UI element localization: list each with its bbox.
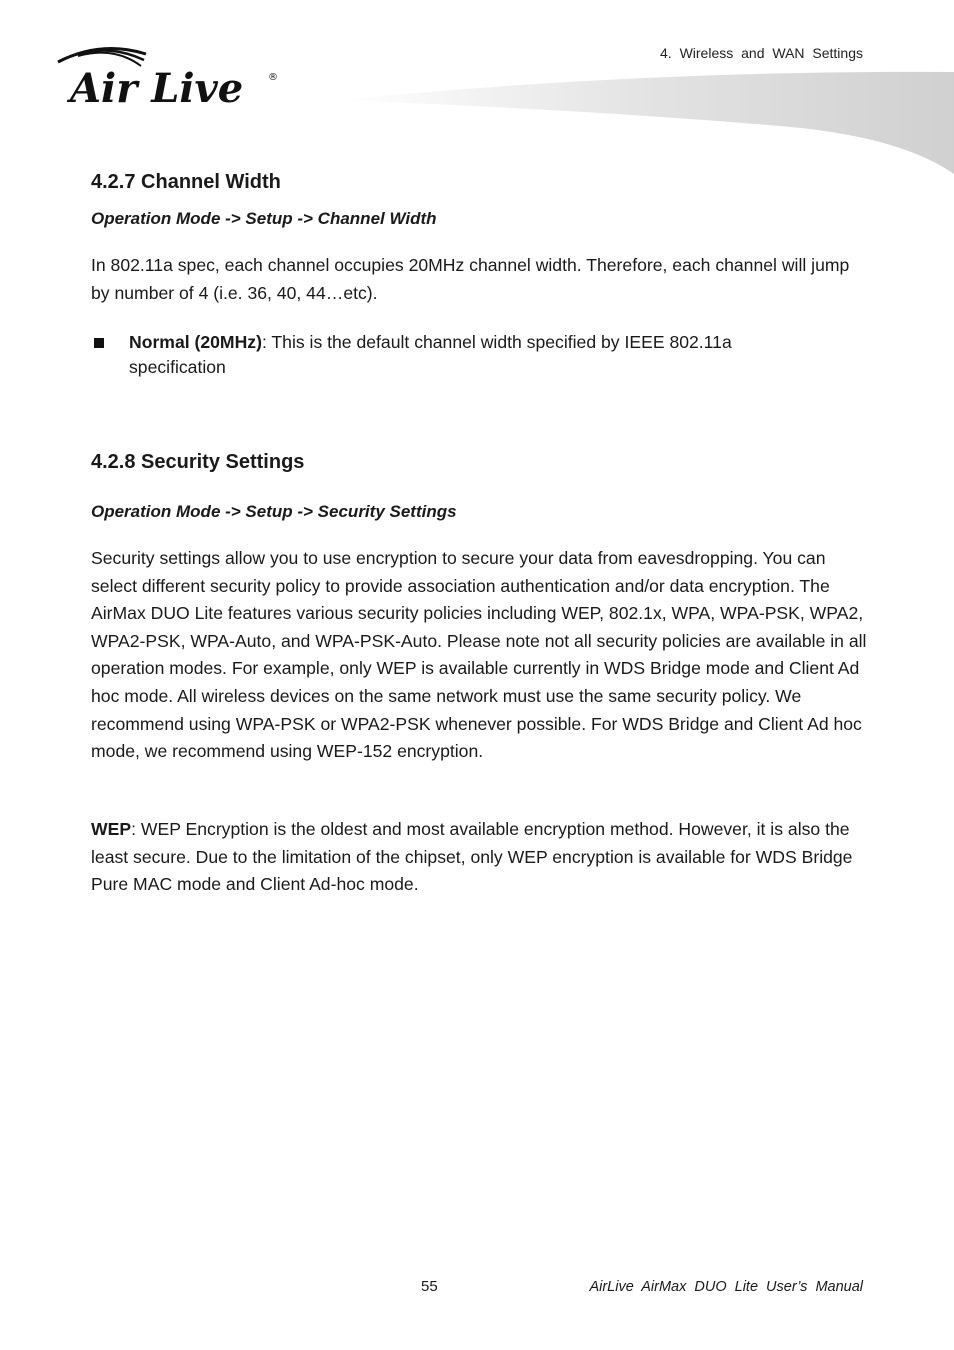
wep-description: : WEP Encryption is the oldest and most available encryption method. However, it is also the least secure. Due to the limitation of the chipset, only WEP encryption is available for WDS Bridge Pure MAC mode and Client Ad-hoc mode.	[91, 819, 853, 895]
channel-width-paragraph: In 802.11a spec, each channel occupies 20MHz channel width. Therefore, each channel will jump by number of 4 (i.e. 36, 40, 44…etc).	[91, 255, 850, 303]
section-title-channel-width: 4.2.7 Channel Width	[91, 171, 281, 193]
menu-path-channel-width: Operation Mode -> Setup -> Channel Width	[91, 209, 437, 228]
menu-path-security-settings: Operation Mode -> Setup -> Security Settings	[91, 502, 457, 521]
bullet-label: Normal (20MHz)	[129, 332, 262, 352]
chapter-header: 4. Wireless and WAN Settings	[660, 45, 863, 61]
wep-label: WEP	[91, 819, 132, 839]
airlive-logo	[56, 40, 286, 110]
bullet-description: : This is the default channel width specified by IEEE 802.11a specification	[129, 332, 732, 377]
header-swoosh-decoration	[340, 66, 954, 186]
section-title-security-settings: 4.2.8 Security Settings	[91, 451, 305, 473]
security-settings-paragraph: Security settings allow you to use encryption to secure your data from eavesdropping. You can select different security policy to provide association authentication and/or data encryption. The AirMax DUO Lite features various security policies including WEP, 802.1x, WPA, WPA-PSK, WPA2, WPA2-PSK, WPA-Auto, and WPA-PSK-Auto. Please note not all security policies are available in all operation modes. For example, only WEP is available currently in WDS Bridge mode and Client Ad hoc mode. All wireless devices on the same network must use the same security policy. We recommend using WPA-PSK or WPA2-PSK whenever possible. For WDS Bridge and Client Ad hoc mode, we recommend using WEP-152 encryption.	[91, 548, 867, 762]
page-number: 55	[421, 1278, 438, 1295]
bullet-text	[129, 330, 829, 380]
manual-title: AirLive AirMax DUO Lite User’s Manual	[589, 1279, 863, 1295]
registered-mark: ®	[268, 72, 278, 83]
logo-wordmark: Air Live	[70, 65, 244, 110]
wep-paragraph	[91, 816, 871, 899]
square-bullet-icon	[94, 338, 104, 348]
